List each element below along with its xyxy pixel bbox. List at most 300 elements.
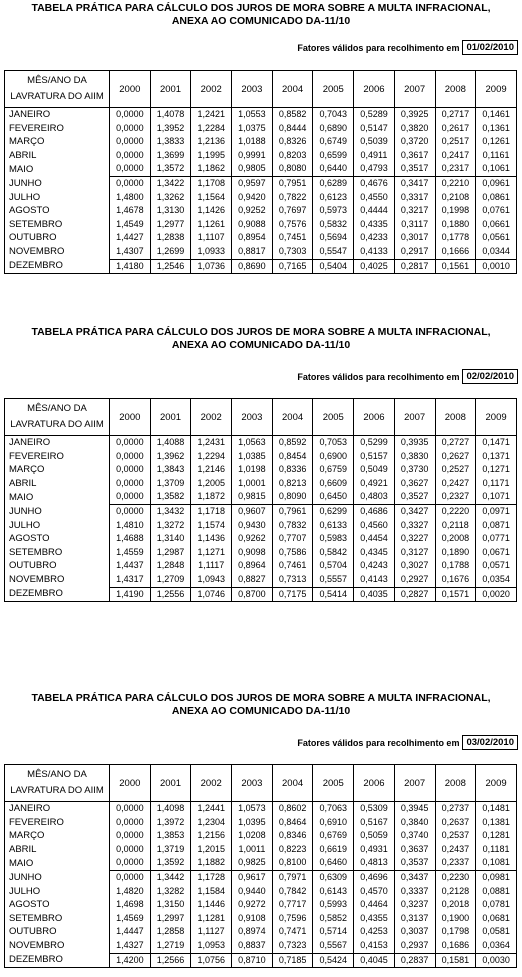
factor-cell: 0,5973 <box>313 204 354 218</box>
factor-cell: 0,6749 <box>313 135 354 149</box>
factor-cell: 0,4560 <box>354 519 395 533</box>
factor-cell: 0,4143 <box>354 573 395 587</box>
factor-cell: 0,8964 <box>232 559 273 573</box>
factor-cell: 1,2005 <box>191 477 232 491</box>
factor-cell: 0,3527 <box>394 490 435 504</box>
factor-cell: 1,3262 <box>150 191 191 205</box>
factor-cell: 0,4153 <box>354 939 395 953</box>
factor-cell: 0,1778 <box>435 231 476 245</box>
year-header-2007: 2007 <box>394 71 435 108</box>
factor-cell: 1,2284 <box>191 122 232 136</box>
factor-cell: 0,3037 <box>394 925 435 939</box>
factor-cell: 0,2008 <box>435 532 476 546</box>
factor-cell: 0,0020 <box>476 587 517 602</box>
factor-cell: 0,2727 <box>435 436 476 450</box>
factor-cell: 1,2156 <box>191 829 232 843</box>
factor-cell: 0,5147 <box>354 122 395 136</box>
table-row <box>5 843 517 857</box>
year-header-2006: 2006 <box>354 765 395 802</box>
sheet-title <box>0 2 522 28</box>
factor-cell: 0,2018 <box>435 898 476 912</box>
factor-cell: 0,9430 <box>232 519 273 533</box>
factor-cell: 0,4025 <box>354 259 395 274</box>
factor-cell: 1,3719 <box>150 843 191 857</box>
month-label: AGOSTO <box>9 899 50 911</box>
month-year-header <box>5 71 110 108</box>
factor-cell: 1,4447 <box>110 925 151 939</box>
factor-cell: 0,4335 <box>354 218 395 232</box>
factor-cell: 0,7043 <box>313 108 354 122</box>
factor-cell: 0,4464 <box>354 898 395 912</box>
factor-cell: 1,1995 <box>191 149 232 163</box>
factor-cell: 0,7596 <box>272 912 313 926</box>
factor-cell: 0,3720 <box>394 135 435 149</box>
table-row <box>5 559 517 573</box>
factor-cell: 0,5157 <box>354 450 395 464</box>
factor-cell: 0,3317 <box>394 191 435 205</box>
header-line-1: MÊS/ANO DA <box>27 403 87 414</box>
factor-cell: 0,0781 <box>476 898 517 912</box>
header-line-2: LAVRATURA DO AIIM <box>10 785 104 796</box>
factor-cell: 0,0000 <box>110 135 151 149</box>
factor-cell: 0,2220 <box>435 504 476 518</box>
factor-cell: 1,3582 <box>150 490 191 504</box>
year-header-2008: 2008 <box>435 765 476 802</box>
factor-cell: 0,1471 <box>476 436 517 450</box>
factor-cell: 1,0198 <box>232 463 273 477</box>
table-row <box>5 870 517 884</box>
month-label: MAIO <box>9 163 34 175</box>
factor-cell: 1,0208 <box>232 829 273 843</box>
factor-cell: 0,8817 <box>232 245 273 259</box>
table-row <box>5 149 517 163</box>
factor-cell: 0,6619 <box>313 843 354 857</box>
table-row <box>5 925 517 939</box>
factor-cell: 1,1107 <box>191 231 232 245</box>
factor-cell: 0,6450 <box>313 490 354 504</box>
factor-cell: 0,4676 <box>354 176 395 190</box>
month-label: SETEMBRO <box>9 912 63 924</box>
factor-cell: 0,0000 <box>110 829 151 843</box>
factor-cell: 0,3227 <box>394 532 435 546</box>
factor-cell: 0,7323 <box>272 939 313 953</box>
factor-cell: 0,2128 <box>435 885 476 899</box>
factor-cell: 0,5842 <box>313 546 354 560</box>
factor-cell: 1,0563 <box>232 436 273 450</box>
factor-cell: 1,3140 <box>150 532 191 546</box>
factor-cell: 0,6289 <box>313 176 354 190</box>
valid-date-box: 01/02/2010 <box>462 40 518 55</box>
month-label: JANEIRO <box>9 803 51 814</box>
factor-cell: 1,0746 <box>191 587 232 602</box>
factor-cell: 1,1708 <box>191 176 232 190</box>
factor-cell: 0,7185 <box>272 953 313 968</box>
factor-cell: 0,9815 <box>232 490 273 504</box>
factor-cell: 1,2546 <box>150 259 191 274</box>
factor-cell: 0,0000 <box>110 149 151 163</box>
table-row <box>5 108 517 122</box>
valid-label: Fatores válidos para recolhimento em <box>297 42 460 53</box>
factor-cell: 0,3935 <box>394 436 435 450</box>
factor-cell: 0,0000 <box>110 436 151 450</box>
factor-cell: 0,8592 <box>272 436 313 450</box>
factor-cell: 1,4200 <box>110 953 151 968</box>
factor-cell: 1,3833 <box>150 135 191 149</box>
factor-cell: 0,3730 <box>394 463 435 477</box>
factor-cell: 1,3972 <box>150 816 191 830</box>
factor-cell: 1,2977 <box>150 218 191 232</box>
factor-cell: 1,2441 <box>191 802 232 816</box>
factor-cell: 1,3282 <box>150 885 191 899</box>
factor-cell: 1,1718 <box>191 504 232 518</box>
factor-cell: 0,3237 <box>394 898 435 912</box>
year-header-2009: 2009 <box>476 399 517 436</box>
month-label: SETEMBRO <box>9 546 63 558</box>
factor-cell: 0,9252 <box>232 204 273 218</box>
header-line-2: LAVRATURA DO AIIM <box>10 91 104 102</box>
factor-cell: 0,0364 <box>476 939 517 953</box>
factor-cell: 1,0736 <box>191 259 232 274</box>
month-label: JUNHO <box>9 505 42 517</box>
factor-cell: 1,3853 <box>150 829 191 843</box>
factor-cell: 0,1161 <box>476 149 517 163</box>
factor-cell: 1,0395 <box>232 816 273 830</box>
factor-cell: 0,0000 <box>110 870 151 884</box>
factor-cell: 0,6890 <box>313 122 354 136</box>
month-label: JANEIRO <box>9 109 51 120</box>
factor-cell: 0,3437 <box>394 870 435 884</box>
factor-cell: 0,1461 <box>476 108 517 122</box>
factor-cell: 1,1127 <box>191 925 232 939</box>
month-label: DEZEMBRO <box>9 260 63 272</box>
year-header-2004: 2004 <box>272 71 313 108</box>
factor-cell: 0,9805 <box>232 162 273 176</box>
month-label: OUTUBRO <box>9 232 57 244</box>
year-header-2000: 2000 <box>110 765 151 802</box>
year-header-2006: 2006 <box>354 71 395 108</box>
month-label: MARÇO <box>9 830 45 842</box>
factor-cell: 0,1481 <box>476 802 517 816</box>
factor-cell: 0,5567 <box>313 939 354 953</box>
factor-cell: 0,7063 <box>313 802 354 816</box>
factor-cell: 1,4307 <box>110 245 151 259</box>
year-header-2000: 2000 <box>110 71 151 108</box>
year-header-2006: 2006 <box>354 399 395 436</box>
year-header-2009: 2009 <box>476 71 517 108</box>
month-label: AGOSTO <box>9 533 50 545</box>
factor-cell: 0,8700 <box>232 587 273 602</box>
factor-cell: 0,7053 <box>313 436 354 450</box>
year-header-2001: 2001 <box>150 71 191 108</box>
table-row <box>5 532 517 546</box>
factor-cell: 0,5309 <box>354 802 395 816</box>
factor-cell: 0,5414 <box>313 587 354 602</box>
factor-cell: 1,1872 <box>191 490 232 504</box>
table-row <box>5 504 517 518</box>
factor-cell: 0,7951 <box>272 176 313 190</box>
sheet-title <box>0 692 522 718</box>
factor-cell: 0,5852 <box>313 912 354 926</box>
factor-cell: 1,1574 <box>191 519 232 533</box>
factor-cell: 0,8464 <box>272 816 313 830</box>
factor-cell: 1,1728 <box>191 870 232 884</box>
table-row <box>5 245 517 259</box>
valid-date-box: 03/02/2010 <box>462 735 518 750</box>
factor-cell: 0,0000 <box>110 504 151 518</box>
factor-cell: 0,0881 <box>476 885 517 899</box>
factor-cell: 0,4233 <box>354 231 395 245</box>
table-row <box>5 898 517 912</box>
year-header-2007: 2007 <box>394 765 435 802</box>
factor-cell: 0,3117 <box>394 218 435 232</box>
month-label: NOVEMBRO <box>9 246 65 258</box>
table-row <box>5 856 517 870</box>
month-label: OUTUBRO <box>9 560 57 572</box>
factor-cell: 0,1890 <box>435 546 476 560</box>
factor-cell: 1,1117 <box>191 559 232 573</box>
factor-cell: 0,0981 <box>476 870 517 884</box>
month-label: MAIO <box>9 857 34 869</box>
table-row <box>5 939 517 953</box>
factor-cell: 0,9108 <box>232 912 273 926</box>
factor-cell: 0,6440 <box>313 162 354 176</box>
year-header-2007: 2007 <box>394 399 435 436</box>
factor-cell: 1,3699 <box>150 149 191 163</box>
factor-cell: 0,7586 <box>272 546 313 560</box>
factor-cell: 0,5404 <box>313 259 354 274</box>
factor-cell: 0,0971 <box>476 504 517 518</box>
factor-cell: 0,0000 <box>110 816 151 830</box>
factor-cell: 0,0761 <box>476 204 517 218</box>
month-label: FEVEREIRO <box>9 816 64 828</box>
factor-cell: 0,7165 <box>272 259 313 274</box>
factor-cell: 1,4678 <box>110 204 151 218</box>
table-row <box>5 162 517 176</box>
factor-cell: 0,0344 <box>476 245 517 259</box>
title-line-1: TABELA PRÁTICA PARA CÁLCULO DOS JUROS DE MORA SOBRE A MULTA INFRACIONAL, <box>31 692 491 704</box>
header-row <box>5 765 517 802</box>
factor-cell: 1,1584 <box>191 885 232 899</box>
valid-date-box: 02/02/2010 <box>462 369 518 384</box>
factor-cell: 1,1271 <box>191 546 232 560</box>
factor-cell: 1,1862 <box>191 162 232 176</box>
factor-cell: 0,6299 <box>313 504 354 518</box>
factor-cell: 0,7961 <box>272 504 313 518</box>
factor-cell: 0,5049 <box>354 463 395 477</box>
factor-cell: 0,5424 <box>313 953 354 968</box>
year-header-2003: 2003 <box>232 71 273 108</box>
factor-cell: 0,4813 <box>354 856 395 870</box>
factor-cell: 0,1798 <box>435 925 476 939</box>
factor-cell: 1,3572 <box>150 162 191 176</box>
factor-cell: 1,1882 <box>191 856 232 870</box>
factor-cell: 0,0000 <box>110 176 151 190</box>
factor-cell: 0,1880 <box>435 218 476 232</box>
factor-cell: 0,3327 <box>394 519 435 533</box>
month-label: OUTUBRO <box>9 926 57 938</box>
factor-cell: 0,7707 <box>272 532 313 546</box>
title-line-2: ANEXA AO COMUNICADO DA-11/10 <box>171 15 351 27</box>
factor-cell: 0,5832 <box>313 218 354 232</box>
factor-cell: 0,5289 <box>354 108 395 122</box>
factor-cell: 0,9262 <box>232 532 273 546</box>
factor-cell: 0,5993 <box>313 898 354 912</box>
factor-cell: 0,6769 <box>313 829 354 843</box>
factor-cell: 0,6123 <box>313 191 354 205</box>
factor-cell: 1,3442 <box>150 870 191 884</box>
table-row <box>5 259 517 274</box>
month-label: MARÇO <box>9 464 45 476</box>
factor-cell: 1,2997 <box>150 912 191 926</box>
factor-cell: 0,3337 <box>394 885 435 899</box>
factor-cell: 0,3627 <box>394 477 435 491</box>
factor-cell: 1,4190 <box>110 587 151 602</box>
table-row <box>5 490 517 504</box>
factor-cell: 0,0354 <box>476 573 517 587</box>
factor-cell: 0,2230 <box>435 870 476 884</box>
month-label: FEVEREIRO <box>9 450 64 462</box>
factor-cell: 1,3962 <box>150 450 191 464</box>
factor-cell: 0,0000 <box>110 856 151 870</box>
year-header-2005: 2005 <box>313 399 354 436</box>
factor-cell: 0,5557 <box>313 573 354 587</box>
factor-cell: 0,1581 <box>435 953 476 968</box>
factor-cell: 0,4803 <box>354 490 395 504</box>
year-header-2003: 2003 <box>232 765 273 802</box>
factor-cell: 1,4800 <box>110 191 151 205</box>
table-row <box>5 191 517 205</box>
factor-cell: 0,3537 <box>394 856 435 870</box>
header-row <box>5 399 517 436</box>
factor-cell: 0,7451 <box>272 231 313 245</box>
factor-cell: 0,8690 <box>232 259 273 274</box>
factor-cell: 0,7313 <box>272 573 313 587</box>
factor-cell: 0,4550 <box>354 191 395 205</box>
factor-cell: 1,1564 <box>191 191 232 205</box>
factor-cell: 0,8203 <box>272 149 313 163</box>
valid-date-row <box>297 40 518 55</box>
factor-cell: 1,0188 <box>232 135 273 149</box>
factor-cell: 0,2737 <box>435 802 476 816</box>
factor-cell: 0,5039 <box>354 135 395 149</box>
title-line-2: ANEXA AO COMUNICADO DA-11/10 <box>171 339 351 351</box>
factor-cell: 0,3820 <box>394 122 435 136</box>
factor-cell: 0,8346 <box>272 829 313 843</box>
factor-cell: 0,0671 <box>476 546 517 560</box>
factor-cell: 1,1436 <box>191 532 232 546</box>
valid-date-row <box>297 735 518 750</box>
factor-cell: 0,3217 <box>394 204 435 218</box>
factor-cell: 1,0756 <box>191 953 232 968</box>
month-year-header <box>5 399 110 436</box>
month-label: ABRIL <box>9 149 37 161</box>
month-label: FEVEREIRO <box>9 122 64 134</box>
factor-cell: 0,0000 <box>110 843 151 857</box>
table-row <box>5 463 517 477</box>
factor-cell: 1,3952 <box>150 122 191 136</box>
factor-cell: 0,2337 <box>435 856 476 870</box>
year-header-2001: 2001 <box>150 765 191 802</box>
factor-cell: 0,6759 <box>313 463 354 477</box>
factor-cell: 0,3637 <box>394 843 435 857</box>
factor-cell: 0,8454 <box>272 450 313 464</box>
factor-cell: 0,7576 <box>272 218 313 232</box>
month-label: JULHO <box>9 885 41 897</box>
factor-table <box>4 764 517 968</box>
factor-cell: 0,1361 <box>476 122 517 136</box>
factor-cell: 1,4317 <box>110 573 151 587</box>
year-header-2004: 2004 <box>272 399 313 436</box>
factor-cell: 0,8326 <box>272 135 313 149</box>
month-label: AGOSTO <box>9 205 50 217</box>
factor-cell: 1,2858 <box>150 925 191 939</box>
month-label: DEZEMBRO <box>9 954 63 966</box>
factor-cell: 0,3830 <box>394 450 435 464</box>
factor-cell: 0,3027 <box>394 559 435 573</box>
factor-cell: 0,0661 <box>476 218 517 232</box>
header-line-1: MÊS/ANO DA <box>27 75 87 86</box>
factor-cell: 0,2417 <box>435 149 476 163</box>
factor-cell: 1,3432 <box>150 504 191 518</box>
table-row <box>5 218 517 232</box>
factor-cell: 0,8837 <box>232 939 273 953</box>
factor-cell: 0,4454 <box>354 532 395 546</box>
factor-cell: 0,5299 <box>354 436 395 450</box>
year-header-2005: 2005 <box>313 765 354 802</box>
factor-cell: 0,9420 <box>232 191 273 205</box>
year-header-2005: 2005 <box>313 71 354 108</box>
factor-cell: 0,1676 <box>435 573 476 587</box>
year-header-2008: 2008 <box>435 71 476 108</box>
factor-cell: 1,0001 <box>232 477 273 491</box>
factor-cell: 1,1426 <box>191 204 232 218</box>
factor-cell: 1,0573 <box>232 802 273 816</box>
header-line-2: LAVRATURA DO AIIM <box>10 419 104 430</box>
factor-cell: 0,3427 <box>394 504 435 518</box>
factor-cell: 0,2937 <box>394 939 435 953</box>
factor-cell: 0,0561 <box>476 231 517 245</box>
factor-cell: 0,6133 <box>313 519 354 533</box>
title-line-1: TABELA PRÁTICA PARA CÁLCULO DOS JUROS DE MORA SOBRE A MULTA INFRACIONAL, <box>31 326 491 338</box>
factor-cell: 1,3272 <box>150 519 191 533</box>
factor-cell: 0,6460 <box>313 856 354 870</box>
factor-cell: 0,8974 <box>232 925 273 939</box>
factor-cell: 0,4931 <box>354 843 395 857</box>
table-row <box>5 953 517 968</box>
month-label: JULHO <box>9 191 41 203</box>
table-row <box>5 912 517 926</box>
sheet-title <box>0 326 522 352</box>
factor-cell: 1,0953 <box>191 939 232 953</box>
month-label: NOVEMBRO <box>9 574 65 586</box>
table-row <box>5 802 517 816</box>
factor-cell: 0,9825 <box>232 856 273 870</box>
factor-cell: 0,1061 <box>476 162 517 176</box>
factor-cell: 1,4810 <box>110 519 151 533</box>
factor-cell: 0,9440 <box>232 885 273 899</box>
factor-cell: 1,2719 <box>150 939 191 953</box>
table-row <box>5 587 517 602</box>
factor-cell: 0,9088 <box>232 218 273 232</box>
table-row <box>5 122 517 136</box>
factor-cell: 1,3130 <box>150 204 191 218</box>
factor-cell: 0,4253 <box>354 925 395 939</box>
factor-cell: 1,0553 <box>232 108 273 122</box>
factor-cell: 0,1071 <box>476 490 517 504</box>
factor-cell: 0,0771 <box>476 532 517 546</box>
factor-cell: 1,2294 <box>191 450 232 464</box>
factor-cell: 1,1261 <box>191 218 232 232</box>
